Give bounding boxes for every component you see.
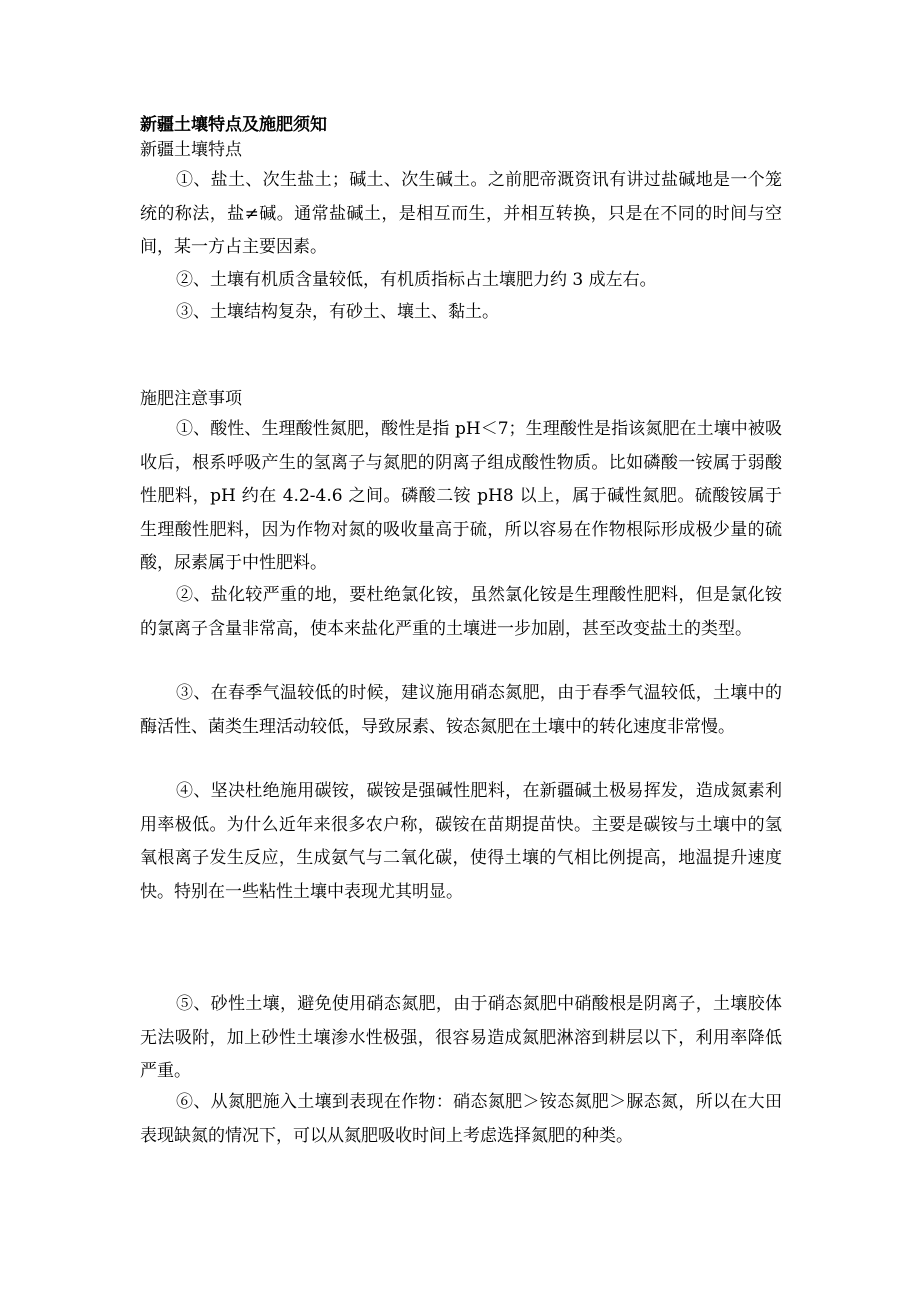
- paragraph: ④、坚决杜绝施用碳铵，碳铵是强碱性肥料，在新疆碱土极易挥发，造成氮素利用率极低。为什么近年来很多农户称，碳铵在苗期提苗快。主要是碳铵与土壤中的氢氧根离子发生反应，生成氨气与二氧化碳，使得土壤的气相比例提高，地温提升速度快。特别在一些粘性土壤中表现尤其明显。: [140, 781, 782, 902]
- paragraph: ⑤、砂性土壤，避免使用硝态氮肥，由于硝态氮肥中硝酸根是阴离子，土壤胶体无法吸附，加上砂性土壤渗水性极强，很容易造成氮肥淋溶到耕层以下，利用率降低严重。: [140, 994, 782, 1081]
- paragraph: ①、盐土、次生盐土；碱土、次生碱土。之前肥帝溉资讯有讲过盐碱地是一个笼统的称法，盐≠碱。通常盐碱土，是相互而生，并相互转换，只是在不同的时间与空间，某一方占主要因素。: [140, 170, 782, 257]
- document-title: 新疆土壤特点及施肥须知: [140, 115, 327, 135]
- section-heading-soil-features: 新疆土壤特点: [140, 140, 242, 160]
- paragraph: ②、盐化较严重的地，要杜绝氯化铵，虽然氯化铵是生理酸性肥料，但是氯化铵的氯离子含量非常高，使本来盐化严重的土壤进一步加剧，甚至改变盐土的类型。: [140, 585, 782, 639]
- section-heading-fertilizer-notes: 施肥注意事项: [140, 389, 242, 409]
- paragraph: ①、酸性、生理酸性氮肥，酸性是指 pH＜7；生理酸性是指该氮肥在土壤中被吸收后，根系呼吸产生的氢离子与氮肥的阴离子组成酸性物质。比如磷酸一铵属于弱酸性肥料，pH 约在 4.2-4.6 之间。磷酸二铵 pH8 以上，属于碱性氮肥。硫酸铵属于生理酸性肥料，因为作物对氮的吸收量高于硫，所以容易在作物根际形成极少量的硫酸，尿素属于中性肥料。: [140, 419, 782, 573]
- paragraph: ③、在春季气温较低的时候，建议施用硝态氮肥，由于春季气温较低，土壤中的酶活性、菌类生理活动较低，导致尿素、铵态氮肥在土壤中的转化速度非常慢。: [140, 683, 782, 737]
- paragraph: ⑥、从氮肥施入土壤到表现在作物：硝态氮肥＞铵态氮肥＞脲态氮，所以在大田表现缺氮的情况下，可以从氮肥吸收时间上考虑选择氮肥的种类。: [140, 1092, 782, 1146]
- paragraph: ②、土壤有机质含量较低，有机质指标占土壤肥力约 3 成左右。: [176, 270, 657, 290]
- paragraph: ③、土壤结构复杂，有砂土、壤土、黏土。: [176, 302, 499, 322]
